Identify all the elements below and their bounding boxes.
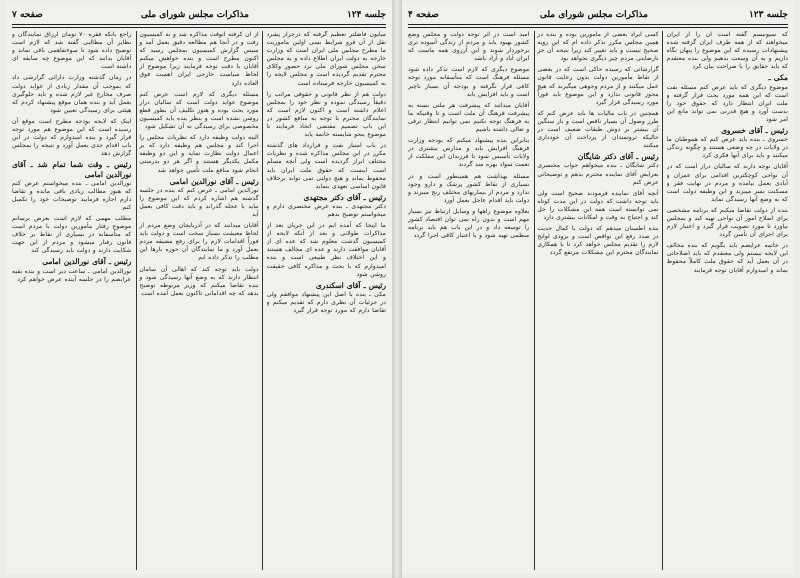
paragraph-text: دکتر شایگان ـ بنده میخواهم جواب مختصری بعرایض آقای نماینده محترم بدهم و توضیحاتی عرض کنم bbox=[537, 162, 659, 186]
paragraph-text: نورالدین امامی ـ عرض کنم که بنده در جلسه گذشته هم اشاره کردم که این موضوع را نباید با عجله گذراند و باید دقت کافی بعمل آید bbox=[139, 186, 259, 218]
paragraph-text: کسی ایراد بعضی از مأمورین بوده و بنده در همین مجلس مکرر تذکر داده ام که این رویه صحیح نیست و باید تغییر کند زیرا نتیجه آن جز نارضایتی مردم چیز دیگری نخواهد بود bbox=[537, 31, 659, 63]
right-running-title: مذاکرات مجلس شورای ملی bbox=[539, 10, 648, 20]
paragraph-text: راجع بآنکه فقره ۷۰ تومان ارزاق نمایندگان و نظایر آن مطالبی گفته شد که لازم است توضیح داده شود تا سوءتفاهمی باقی نماند و آقایان بدانند که این موضوع چه سابقه ای داشته است bbox=[12, 31, 132, 71]
paragraph bbox=[267, 222, 386, 279]
right-header-rule-thin bbox=[408, 27, 788, 28]
paragraph-text: گزارشاتی که رسیده حاکی است که در بعضی از نقاط مأمورین دولت بدون رعایت قانون عمل میکنند و از مردم وجوهی میگیرند که هیچ مجوز قانونی ندارد و این موضوع باید فوراً مورد رسیدگی قرار گیرد bbox=[537, 66, 659, 106]
paragraph-text: در باب امتیاز نفت و قرارداد های گذشته مکرر در این مجلس مذاکره شده و نظریات مختلف ابراز گردیده است ولی آنچه مسلم است اینست که حقوق ملت ایران باید محفوظ بماند و هیچ دولتی نمی تواند برخلاف قانون اساسی تعهدی بنماید bbox=[266, 142, 386, 190]
paragraph-text: نورالدین امامی ـ ساعت دیر است و بنده بقیه عرایضم را در جلسه آینده عرض خواهم کرد bbox=[12, 267, 132, 283]
paragraph-text: از آن کرفته آنوقت مذاکره شد و به کمیسیون رفت و در آنجا هم مطالعه دقیق بعمل آمد و سپس گزارش کمیسیون بمجلس رسید که اکنون مطرح است و بنده خواهش میکنم آقایان با دقت توجه فرمایند زیرا موضوع از لحاظ سیاست خارجی ایران اهمیت فوق العاده دارد bbox=[139, 31, 259, 87]
left-header-rule bbox=[12, 24, 386, 25]
text-column bbox=[408, 31, 529, 570]
paragraph bbox=[267, 194, 386, 219]
paragraph-text: موضوع دیگری که باید عرض کنم مسئله نفت است که این همه مورد بحث قرار گرفته و ملت ایران انتظار دارد که حقوق خود را بدست آورد و هیچ قدرتی نمی تواند مانع این امر شود bbox=[666, 83, 788, 123]
paragraph-text: میایون فاضلتر تعطیم گرفته که درجزار پشرد نقل از آن فرو شرایط بسی اولین ماموریت ما مطرح مجلس ملی ایران است که وزارت خارجه به دولت ایران اطلاع داده و به مجلس سخن مجلس شورای ملی نزد حضور وکلای محترم تقدیم گردیده است و مجلس لایحه را به کمیسیون خارجه فرستاده است bbox=[266, 31, 386, 87]
paragraph-text: آقایان میدانند که پیشرفت هر ملتی بسته به پیشرفت فرهنگ آن ملت است و تا وقتیکه ما به فرهنگ توجه نکنیم نمی توانیم انتظار ترقی و تعالی داشته باشیم bbox=[408, 101, 530, 134]
paragraph bbox=[12, 215, 131, 255]
right-session-number: جلسه ۱۲۳ bbox=[748, 10, 788, 20]
right-page bbox=[402, 4, 794, 574]
speaker-label: رئیس ـ آقای نورالدین امامی bbox=[42, 257, 132, 267]
speaker-label: رئیس ـ آقای اسکندری bbox=[315, 280, 386, 290]
paragraph bbox=[267, 31, 386, 88]
paragraph-text: در زمان گذشته وزارت دارائی گزارشی داد که بموجب آن مقدار زیادی از عواید دولت صرف مخارج غیر لازم شده و باید جلوگیری بعمل آید و بنده همان موقع پیشنهاد کردم که هیئتی برای رسیدگی تعیین شود bbox=[12, 74, 132, 114]
paragraph-text: دولت باید توجه کند که اهالی آن سامان انتظار دارند که به وضع آنها رسیدگی شود و بنده تقاضا میکنم که وزیر مربوطه توضیح بدهد که چه اقداماتی تاکنون بعمل آمده است bbox=[139, 265, 259, 297]
paragraph bbox=[139, 134, 258, 174]
left-header-rule-thin bbox=[12, 27, 386, 28]
speaker-label: مکی ـ bbox=[768, 73, 788, 83]
paragraph-text: مسئله دیگری که لازم است عرض کنم موضوع عواید دولت است که سالیان دراز مورد بحث بوده و هنوز تکلیف آن بطور قطع روشن نشده است و بنظر بنده باید کمیسیون مخصوصی برای رسیدگی به آن تشکیل شود bbox=[139, 90, 259, 131]
paragraph bbox=[667, 207, 788, 239]
paragraph bbox=[139, 222, 258, 262]
paragraph bbox=[537, 31, 658, 63]
right-header-rule bbox=[408, 24, 788, 25]
left-columns bbox=[12, 31, 386, 570]
left-page-header bbox=[12, 7, 386, 23]
paragraph bbox=[537, 225, 658, 257]
paragraph bbox=[408, 66, 529, 98]
paragraph-text: دولت هم از نظر قانونی و حقوقی مراتب را دقیقاً رسیدگی نموده و نظر خود را بمجلس اعلام داشته است و اکنون لازم است که نمایندگان محترم با توجه به منافع کشور در این باب تصمیم مقتضی اتخاذ فرمایند تا موضوع بنحو شایسته خاتمه یابد bbox=[266, 90, 386, 139]
paragraph-text: دکتر مجتهدی ـ بنده عرض مختصری دارم و میخواستم توضیح بدهم bbox=[266, 202, 386, 218]
paragraph bbox=[667, 127, 788, 160]
paragraph bbox=[267, 142, 386, 191]
paragraph bbox=[267, 282, 386, 315]
paragraph-text: که سیونیسم گفته است آن را از ایران میخواهند که از همه طرف ایران گرفته شده پیشنهادات رسیده که این موضوع را پنهان نگاه داریم و به آن وسعت بدهیم ولی بنده معتقدم که باید حقایق را با صراحت بیان کرد bbox=[666, 31, 788, 71]
speaker-label: رئیس ـ آقای دکتر شایگان bbox=[577, 152, 659, 162]
paragraph-text: آقایان میدانند که در آذربایجان وضع مردم از لحاظ معیشت بسیار سخت است و دولت باید فوراً اقدامات لازم را برای رفع مضیقه مردم بعمل آورد و ما نمایندگان آن حوزه بارها این مطلب را تذکر داده ایم bbox=[139, 222, 259, 262]
paragraph bbox=[408, 102, 529, 134]
paragraph-text: آقایان توجه دارند که سالیان دراز است که در آن نواحی کوچکترین اقدامی برای عمران و آبادی بعمل نیامده و مردم در نهایت فقر و مسکنت بسر میبرند و این وظیفه دولت است که به وضع آنها رسیدگی نماید bbox=[666, 163, 788, 203]
paragraph-text: ما اینجا که آمده ایم در این جریان بعد از مذاکرات طولانی و بعد از آنکه لایحه از کمیسیون گذشت معلوم شد که عده ای از آقایان موافقت دارند و عده ای مخالف هستند و این اختلاف نظر طبیعی است و بنده امیدوارم که با بحث و مذاکره کافی حقیقت روشن شود bbox=[266, 222, 386, 278]
paragraph bbox=[667, 163, 788, 203]
paragraph-text: نورالدین امامی ـ بنده میخواستم عرض کنم که هنوز مطالب زیادی باقی مانده و تقاضا دارم اجازه فرمایید توضیحات خود را تکمیل کنم bbox=[12, 179, 132, 211]
paragraph bbox=[139, 266, 258, 298]
paragraph bbox=[139, 31, 258, 88]
paragraph-text: بنده از دولت تقاضا میکنم که برنامه مشخصی برای اصلاح امور آن نواحی تهیه کند و بمجلس بیاورد تا مورد تصویب قرار گیرد و اعتبار لازم برای اجرای آن تأمین گردد bbox=[666, 206, 788, 239]
paragraph bbox=[139, 91, 258, 131]
right-columns bbox=[408, 31, 788, 570]
paragraph bbox=[537, 153, 658, 186]
paragraph bbox=[667, 242, 788, 274]
book-gutter bbox=[392, 0, 402, 578]
speaker-label: رئیس ـ وقت شما تمام شد ـ آقای نورالدین امامی bbox=[12, 160, 132, 179]
right-page-header bbox=[408, 7, 788, 23]
paragraph bbox=[667, 74, 788, 124]
paragraph-text: بنابراین بنده پیشنهاد میکنم که بودجه وزارت فرهنگ افزایش یابد و مدارس بیشتری در ولایات تأسیس شود تا فرزندان این مملکت از نعمت سواد بهره مند گردند bbox=[408, 137, 530, 169]
paragraph bbox=[139, 178, 258, 219]
paragraph bbox=[408, 31, 529, 63]
paragraph-text: موضوع دیگری که لازم است تذکر داده شود مسئله فرهنگ است که متأسفانه مورد توجه کافی قرار نگرفته و بودجه آن بسیار ناچیز است و باید افزایش یابد bbox=[408, 66, 530, 98]
paragraph bbox=[12, 118, 131, 158]
text-column bbox=[12, 31, 131, 570]
paragraph bbox=[408, 208, 529, 240]
paragraph bbox=[537, 66, 658, 106]
paragraph bbox=[408, 137, 529, 169]
paragraph bbox=[408, 173, 529, 205]
paragraph-text: مکی ـ بنده با اصل این پیشنهاد موافقم ولی در جزئیات آن نظری دارم که تقدیم میکنم و تقاضا دارم که مورد توجه قرار گیرد bbox=[266, 290, 386, 314]
paragraph-text: بنده اطمینان میدهم که دولت با کمال جدیت در صدد رفع این نواقص است و بزودی لوایح لازم را تقدیم مجلس خواهد کرد تا با همکاری نمایندگان محترم این مشکلات مرتفع گردد bbox=[537, 225, 659, 257]
paragraph-text: بعلاوه موضوع راهها و وسایل ارتباط نیز بسیار مهم است و بدون راه نمی توان اقتصاد کشور را توسعه داد و در این باب هم باید برنامه منظمی تهیه شود و با اعتبار کافی اجرا گردد bbox=[408, 207, 530, 240]
right-page-number: صفحه ۴ bbox=[408, 10, 439, 20]
paragraph-text: مطلب مهمی که لازم است بعرض برسانم موضوع رفتار مأمورین دولت با مردم است که متأسفانه در بسیاری از نقاط بر خلاف قانون رفتار میشود و مردم از این جهت شکایت دارند و دولت باید رسیدگی کند bbox=[12, 214, 132, 255]
paragraph bbox=[12, 161, 131, 212]
paragraph bbox=[267, 91, 386, 140]
left-page bbox=[6, 4, 392, 574]
speaker-label: رئیس ـ آقای نورالدین امامی bbox=[169, 176, 259, 186]
text-column bbox=[537, 31, 658, 570]
paragraph-text: همچنین در باب مالیات ها باید عرض کنم که طرز وصول آن بسیار ناقص است و بار سنگین آن بیشتر بر دوش طبقات ضعیف است در حالیکه ثروتمندان از پرداخت آن خودداری میکنند bbox=[537, 109, 659, 150]
paragraph-text: اینک که لایحه بودجه مطرح است موقع آن رسیده است که این موضوع هم مورد توجه قرار گیرد و بنده امیدوارم که دولت در این باب اقدام جدی بعمل آورد و نتیجه را بمجلس گزارش دهد bbox=[12, 117, 132, 158]
paragraph bbox=[12, 74, 131, 114]
text-column bbox=[139, 31, 258, 570]
paragraph-text: آنچه آقای نماینده فرمودند صحیح است ولی باید توجه داشت که دولت در این مدت کوتاه نمی توانسته است همه این مشکلات را حل کند و احتیاج به وقت و امکانات بیشتری دارد bbox=[537, 189, 659, 221]
paragraph-text: امید است در اثر توجه دولت و مجلس وضع کشور بهبود یابد و مردم از زندگی آسوده تری برخوردار شوند و این آرزوی همه ماست که ایران آباد و آزاد باشد bbox=[408, 31, 530, 63]
left-session-number: جلسه ۱۲۴ bbox=[346, 10, 386, 20]
speaker-label: رئیس ـ آقای دکتر مجتهدی bbox=[303, 192, 386, 202]
paragraph bbox=[667, 31, 788, 71]
left-running-title: مذاکرات مجلس شورای ملی bbox=[140, 10, 249, 20]
paragraph-text: در خاتمه عرایضم باید بگویم که بنده مخالف این لایحه نیستم ولی معتقدم که باید اصلاحاتی در آن بعمل آید که حقوق ملت کاملاً محفوظ بماند و امیدوارم آقایان توجه فرمایند bbox=[666, 242, 788, 274]
speaker-label: رئیس ـ آقای خسروی bbox=[721, 126, 788, 136]
text-column bbox=[267, 31, 386, 570]
paragraph-text: خسروی ـ بنده باید عرض کنم که هموطنان ما در ولایات در چه وضعی هستند و چگونه زندگی میکنند و باید برای آنها فکری کرد bbox=[666, 136, 788, 160]
paragraph bbox=[12, 258, 131, 283]
paragraph bbox=[12, 31, 131, 71]
paragraph-text: مسئله بهداشت هم همینطور است و در بسیاری از نقاط کشور پزشک و دارو وجود ندارد و مردم از بیماریهای مختلف رنج میبرند و دولت باید اقدام عاجل بعمل آورد bbox=[408, 172, 530, 204]
paragraph bbox=[537, 190, 658, 222]
text-column bbox=[667, 31, 788, 570]
left-page-number: صفحه ۷ bbox=[12, 10, 43, 20]
paragraph-text: البته دولت وظیفه دارد که نظریات مجلس را اجرا کند و مجلس هم وظیفه دارد که بر اعمال دولت نظارت نماید و این دو وظیفه مکمل یکدیگر هستند و اگر هر دو بدرستی انجام شود منافع ملت تأمین خواهد شد bbox=[139, 134, 259, 174]
paragraph bbox=[537, 110, 658, 150]
